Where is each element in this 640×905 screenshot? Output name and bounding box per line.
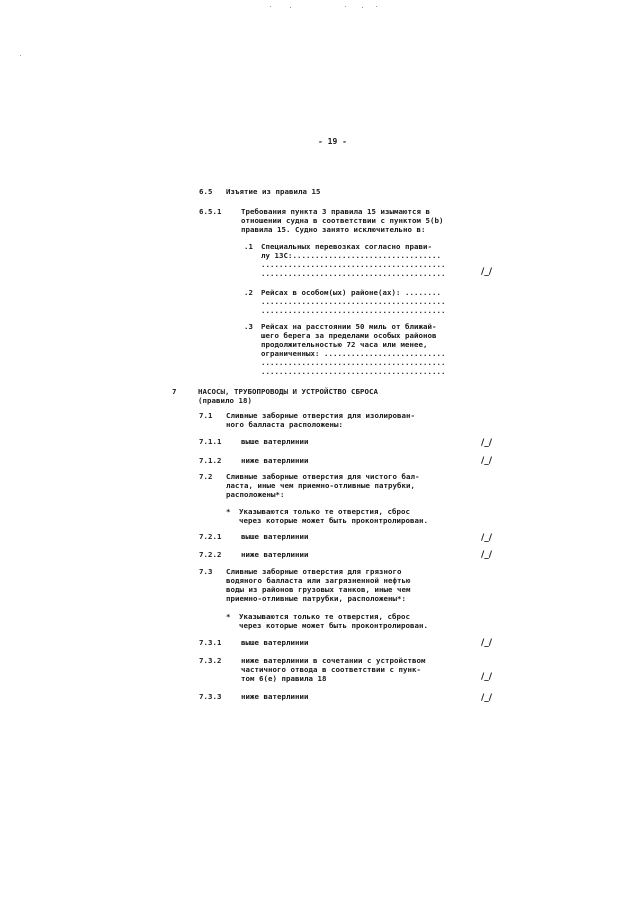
footnote-7-2-line: Указываются только те отверстия, сброс (239, 507, 410, 516)
section-7-1-2-text: ниже ватерлинии (241, 456, 309, 465)
section-7-3-line: Сливные заборные отверстия для грязного (226, 567, 402, 576)
section-6-5-1-line: правила 15. Судно занято исключительно в: (241, 225, 426, 234)
scan-speck (376, 6, 377, 7)
section-7-3-3-text: ниже ватерлинии (241, 692, 309, 701)
item-3-line: ограниченных: ........................... (261, 349, 446, 358)
item-3-line: ......................................... (261, 367, 446, 376)
checkbox-7-2-1[interactable]: /_/ (481, 533, 493, 543)
item-1-line: Специальных перевозках согласно прави- (261, 242, 432, 251)
section-7-3-1-text: выше ватерлинии (241, 638, 309, 647)
item-1-line: лу 13С:................................. (261, 251, 441, 260)
section-7-1-line: Сливные заборные отверстия для изолирован- (226, 411, 415, 420)
footnote-mark: * (226, 507, 231, 516)
section-7-1-line: ного балласта расположены: (226, 420, 343, 429)
item-3-line: Рейсах на расстоянии 50 миль от ближай- (261, 322, 437, 331)
section-7-3-2-line: ниже ватерлинии в сочетании с устройством (241, 656, 426, 665)
section-7-subtitle: (правило 18) (198, 396, 252, 405)
item-1-line: ......................................... (261, 269, 446, 278)
section-7-3-2-line: частичного отвода в соответствии с пунк- (241, 665, 421, 674)
section-7-number: 7 (172, 387, 177, 396)
scan-speck (290, 7, 291, 8)
section-6-5-1-line: Требования пункта 3 правила 15 изымаются в (241, 207, 430, 216)
section-7-3-line: водяного балласта или загрязненной нефтью (226, 576, 411, 585)
checkbox-7-1-2[interactable]: /_/ (481, 456, 493, 466)
item-2-line: ......................................... (261, 297, 446, 306)
scan-speck (270, 6, 271, 7)
footnote-7-3-line: Указываются только те отверстия, сброс (239, 612, 410, 621)
item-3-line: продолжительностью 72 часа или менее, (261, 340, 428, 349)
scan-speck (362, 7, 363, 8)
section-7-2-2-number: 7.2.2 (199, 550, 222, 559)
scan-speck (345, 6, 346, 7)
item-2-number: .2 (244, 288, 253, 297)
footnote-mark: * (226, 612, 231, 621)
section-7-3-1-number: 7.3.1 (199, 638, 222, 647)
section-7-3-line: приемно-отливные патрубки, расположены*: (226, 594, 406, 603)
checkbox-7-2-2[interactable]: /_/ (481, 550, 493, 560)
section-6-5-1-number: 6.5.1 (199, 207, 222, 216)
section-7-2-number: 7.2 (199, 472, 213, 481)
section-7-3-3-number: 7.3.3 (199, 692, 222, 701)
section-7-1-number: 7.1 (199, 411, 213, 420)
section-7-2-line: Сливные заборные отверстия для чистого бал- (226, 472, 420, 481)
item-1-number: .1 (244, 242, 253, 251)
section-7-3-2-number: 7.3.2 (199, 656, 222, 665)
section-7-2-2-text: ниже ватерлинии (241, 550, 309, 559)
checkbox-7-1-1[interactable]: /_/ (481, 438, 493, 448)
section-7-2-1-text: выше ватерлинии (241, 532, 309, 541)
footnote-7-2-line: через которые может быть проконтролирован. (239, 516, 428, 525)
section-7-2-line: ласта, иные чем приемно-отливные патрубки, (226, 481, 415, 490)
section-7-2-line: расположены*: (226, 490, 285, 499)
checkbox-7-3-1[interactable]: /_/ (481, 638, 493, 648)
section-7-title: НАСОСЫ, ТРУБОПРОВОДЫ И УСТРОЙСТВО СБРОСА (198, 387, 378, 396)
footnote-7-3-line: через которые может быть проконтролирован. (239, 621, 428, 630)
section-7-1-2-number: 7.1.2 (199, 456, 222, 465)
item-3-number: .3 (244, 322, 253, 331)
section-7-1-1-number: 7.1.1 (199, 437, 222, 446)
page-number: - 19 - (318, 137, 347, 146)
checkbox-7-3-3[interactable]: /_/ (481, 693, 493, 703)
checkbox-7-3-2[interactable]: /_/ (481, 672, 493, 682)
item-2-line: Рейсах в особом(ых) районе(ах): ........ (261, 288, 441, 297)
item-2-line: ......................................... (261, 306, 446, 315)
item-1-line: ......................................... (261, 260, 446, 269)
checkbox-item-1[interactable]: /_/ (481, 267, 493, 277)
item-3-line: шего берега за пределами особых районов (261, 331, 437, 340)
section-7-3-number: 7.3 (199, 567, 213, 576)
section-7-3-2-line: том 6(е) правила 18 (241, 674, 327, 683)
section-7-2-1-number: 7.2.1 (199, 532, 222, 541)
section-7-3-line: воды из районов грузовых танков, иные чем (226, 585, 411, 594)
section-6-5-title: Изъятие из правила 15 (226, 187, 321, 196)
section-6-5-1-line: отношении судна в соответствии с пунктом 5(b) (241, 216, 444, 225)
section-6-5-number: 6.5 (199, 187, 213, 196)
item-3-line: ......................................... (261, 358, 446, 367)
section-7-1-1-text: выше ватерлинии (241, 437, 309, 446)
scan-speck (20, 55, 21, 56)
